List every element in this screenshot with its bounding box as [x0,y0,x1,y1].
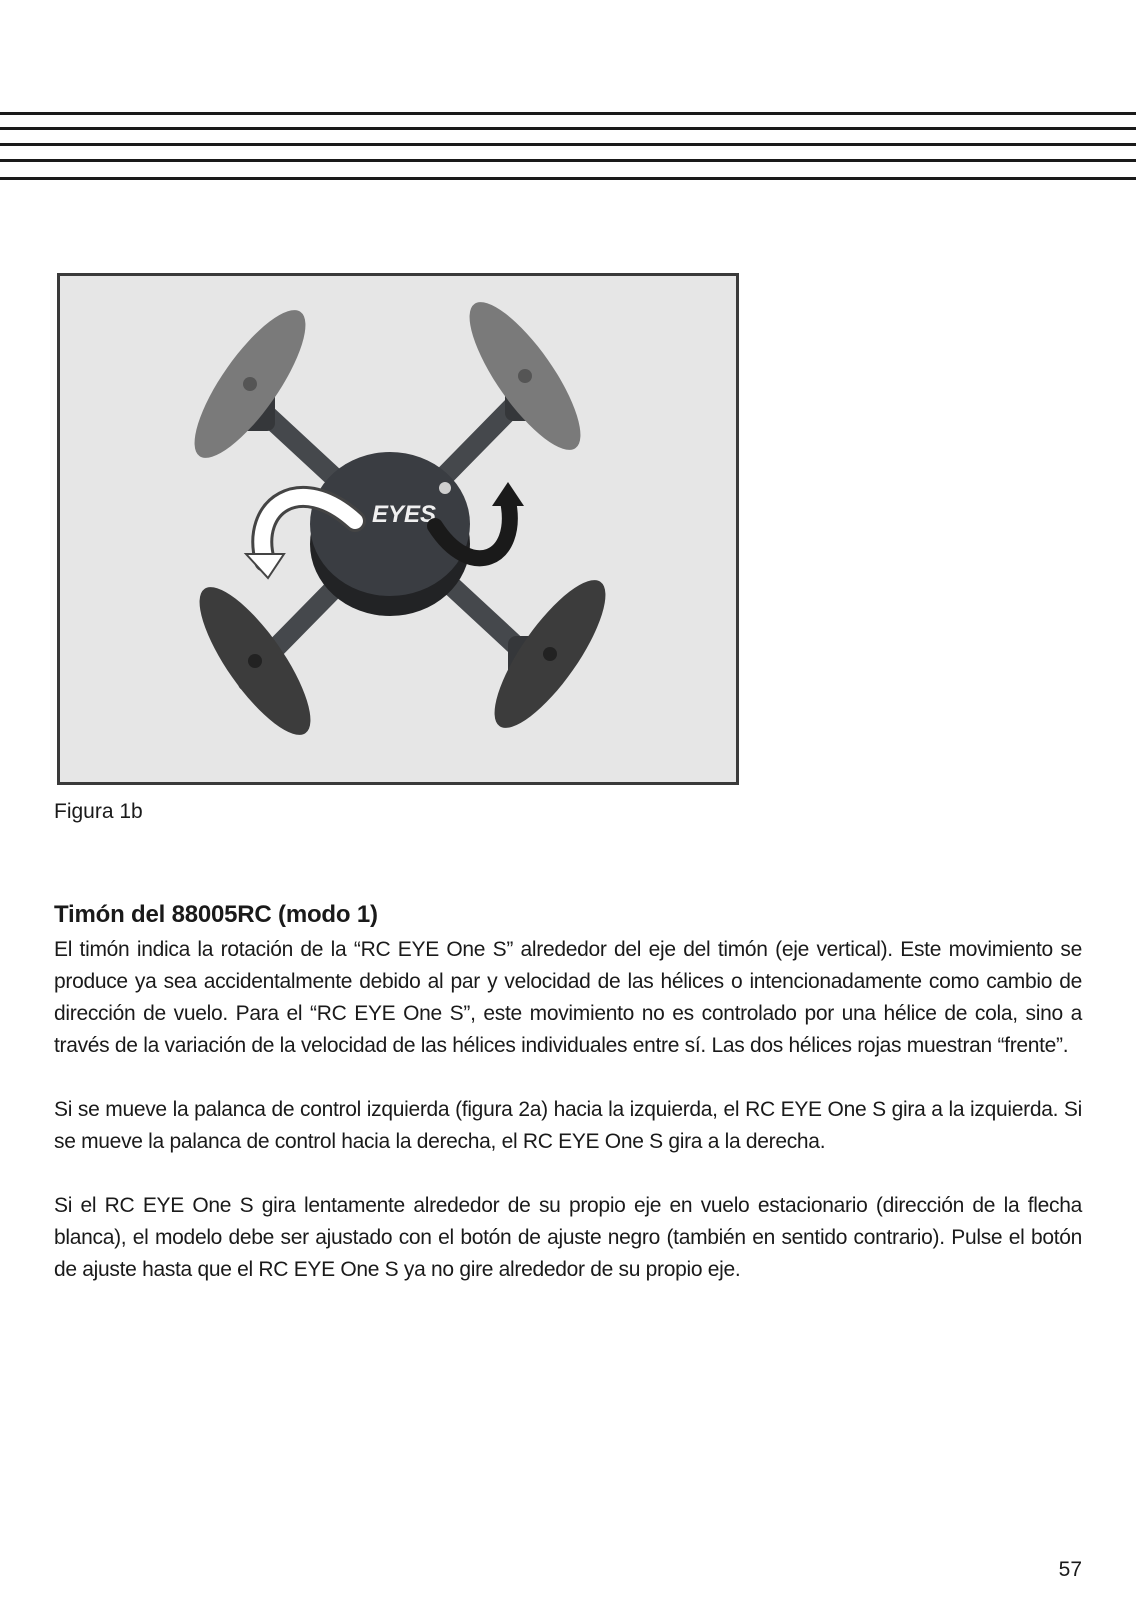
section-heading: Timón del 88005RC (modo 1) [54,901,378,928]
header-rule-4 [0,159,1136,162]
figure-1b-photo [57,273,739,785]
drone-illustration [60,276,736,782]
header-rule-1 [0,112,1136,115]
paragraph-1: El timón indica la rotación de la “RC EYE One S” alrededor del eje del timón (eje vertical). Este movimiento se produce ya sea accidentalmente debido al par y velocidad de las hélices o intencionadamente como cambio de dirección de vuelo. Para el “RC EYE One S”, este movimiento no es controlado por una hélice de cola, sino a través de la variación de la velocidad de las hélices individuales entre sí. Las dos hélices rojas muestran “frente”. [54,938,1082,1057]
drone-logo: EYES [372,501,437,528]
header-rule-5 [0,177,1136,180]
paragraph-3: Si el RC EYE One S gira lentamente alrededor de su propio eje en vuelo estacionario (dirección de la flecha blanca), el modelo debe ser ajustado con el botón de ajuste negro (también en sentido contrario). Pulse el botón de ajuste hasta que el RC EYE One S ya no gire alrededor de su propio eje. [54,1194,1082,1281]
header-rule-2 [0,127,1136,130]
paragraph-2: Si se mueve la palanca de control izquierda (figura 2a) hacia la izquierda, el RC EYE One S gira a la izquierda. Si se mueve la palanca de control hacia la derecha, el RC EYE One S gira a la derecha. [54,1098,1082,1153]
figure-caption: Figura 1b [54,800,143,823]
page-number: 57 [1058,1558,1082,1581]
header-rule-3 [0,143,1136,146]
